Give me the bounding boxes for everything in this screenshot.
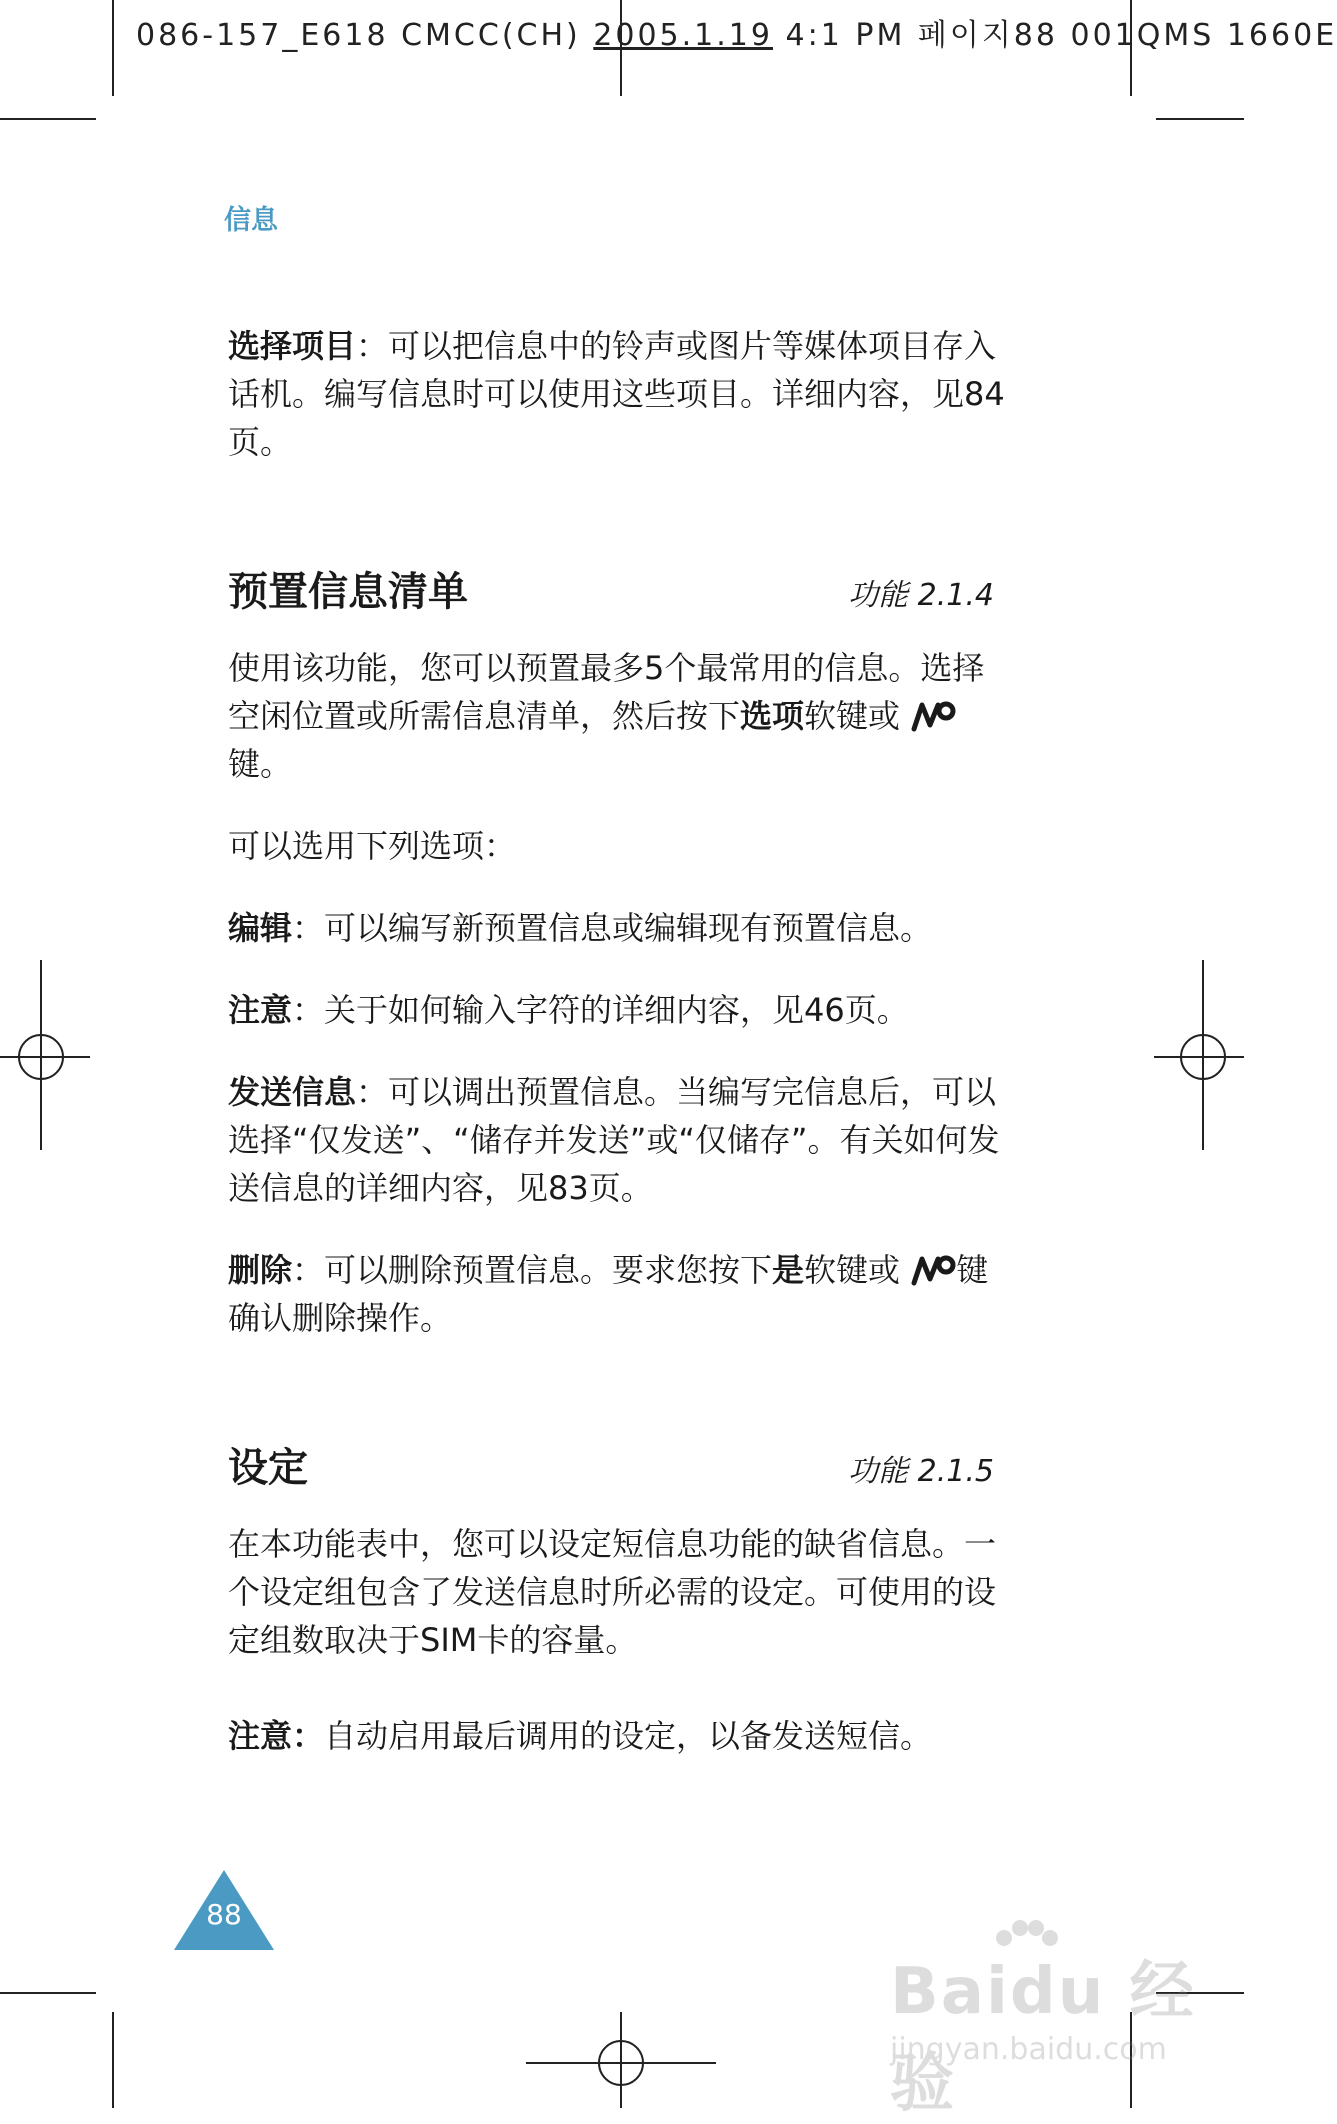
preset-intro-b: 软键或 (804, 697, 901, 735)
delete-option (228, 1246, 1008, 1342)
send-term: 发送信息 (228, 1073, 357, 1111)
slug-prefix: 086-157_E618 CMCC(CH) (136, 18, 581, 53)
settings-note-term: 注意： (228, 1717, 325, 1755)
options-intro: 可以选用下列选项： (228, 827, 517, 865)
settings-note-text: 自动启用最后调用的设定，以备发送短信。 (324, 1717, 933, 1755)
slug-date: 2005.1.19 (593, 18, 773, 53)
delete-bold: 是 (772, 1251, 805, 1289)
select-item-term: 选择项目 (228, 327, 357, 365)
preset-intro-a: 使用该功能，您可以预置最多5个最常用的信息。选择空闲位置或所需信息清单，然后按下 (228, 649, 985, 735)
select-item-paragraph (228, 322, 1008, 466)
preset-intro-c: 键。 (228, 745, 293, 783)
slug-suffix: 4:1 PM 페이지88 001QMS 1660E (785, 18, 1337, 53)
section-label: 信息 (224, 205, 278, 236)
delete-text-b: 软键或 (804, 1251, 901, 1289)
note-option (228, 986, 1008, 1034)
preset-function-label: 功能 2.1.4 (848, 578, 994, 613)
settings-note (228, 1712, 1008, 1760)
select-item-text: ：可以把信息中的铃声或图片等媒体项目存入话机。编写信息时可以使用这些项目。详细内容，见84页。 (228, 327, 1005, 461)
ok-key-icon (910, 698, 956, 732)
note-term: 注意 (228, 991, 293, 1029)
edit-term: 编辑 (228, 909, 293, 947)
page-number: 88 (206, 1898, 242, 1931)
edit-text: ：可以编写新预置信息或编辑现有预置信息。 (292, 909, 933, 947)
preset-heading: 预置信息清单 (228, 569, 468, 615)
send-option (228, 1068, 1008, 1212)
note-text: ：关于如何输入字符的详细内容，见46页。 (292, 991, 909, 1029)
watermark-logo: Baidu 经验 (890, 1955, 1196, 2121)
edit-option (228, 904, 1008, 952)
settings-function-label: 功能 2.1.5 (848, 1454, 994, 1489)
preset-intro (228, 644, 1008, 788)
watermark-url: jingyan.baidu.com (890, 2032, 1167, 2067)
delete-text-a: ：可以删除预置信息。要求您按下 (292, 1251, 773, 1289)
preset-intro-bold: 选项 (740, 697, 805, 735)
delete-term: 删除 (228, 1251, 293, 1289)
ok-key-icon (910, 1252, 956, 1286)
print-slug (136, 10, 1337, 54)
settings-intro: 在本功能表中，您可以设定短信息功能的缺省信息。一个设定组包含了发送信息时所必需的设定。可使用的设定组数取决于SIM卡的容量。 (228, 1525, 997, 1659)
delete-text-c: 键确认删除操作。 (228, 1251, 989, 1337)
send-text: ：可以调出预置信息。当编写完信息后，可以选择“仅发送”、“储存并发送”或“仅储存”。有关如何发送信息的详细内容，见83页。 (228, 1073, 1000, 1207)
baidu-watermark (880, 1920, 1220, 2121)
settings-heading: 设定 (228, 1445, 308, 1491)
